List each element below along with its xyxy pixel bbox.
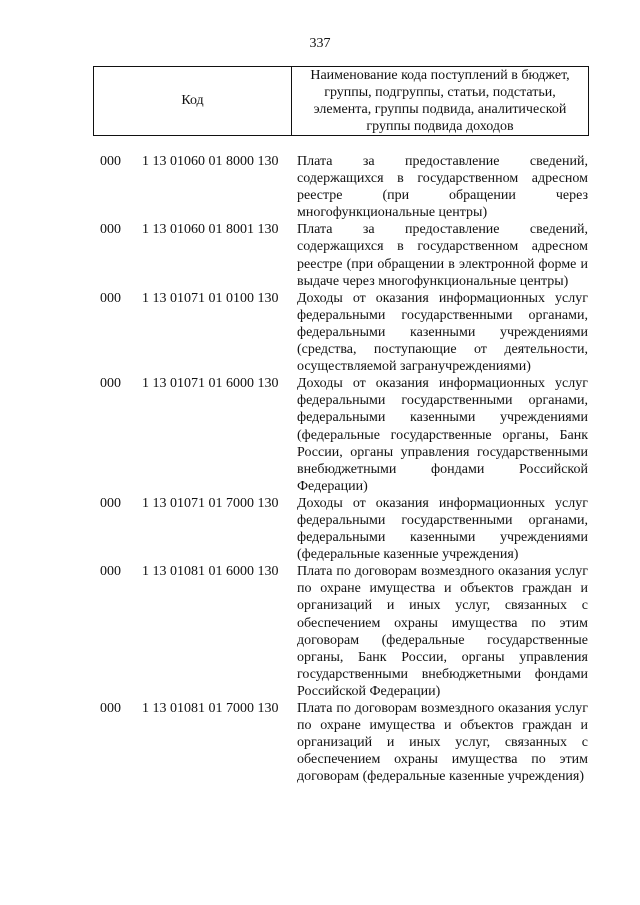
page-number: 337 <box>309 36 331 51</box>
admin-code: 000 <box>100 701 121 716</box>
table-row <box>0 375 640 495</box>
admin-code: 000 <box>100 376 121 392</box>
revenue-name: Плата по договорам возмездного оказания услуг по охране имущества и объектов граждан и организаций и иных услуг, связанных с обеспечением охраны имущества по этим договорам (федеральные государственные органы, Банк России, органы управления государственными внебюджетными фондами Российской Федерации) <box>297 564 588 699</box>
revenue-name: Доходы от оказания информационных услуг федеральными государственными органами, федеральными казенными учреждениями (средства, поступающие от деятельности, осуществляемой загранучреждениями) <box>297 290 588 375</box>
revenue-code: 1 13 01071 01 0100 130 <box>142 290 279 306</box>
table-row <box>0 153 640 221</box>
revenue-name: Плата за предоставление сведений, содержащихся в государственном адресном реестре (при обращении через многофункциональные центры) <box>297 154 588 221</box>
table-row <box>0 290 640 375</box>
revenue-code: 1 13 01060 01 8001 130 <box>142 222 279 238</box>
revenue-name: Плата по договорам возмездного оказания услуг по охране имущества и объектов граждан и организаций и иных услуг, связанных с обеспечением охраны имущества по этим договорам (федеральные казенные учреждения) <box>297 701 588 785</box>
admin-code: 000 <box>100 564 121 580</box>
header-code-cell: Код <box>94 67 292 135</box>
header-name-cell: Наименование кода поступлений в бюджет, группы, подгруппы, статьи, подстатьи, элемента, группы подвида, аналитической группы подвида доходов <box>310 68 570 134</box>
revenue-name: Плата за предоставление сведений, содержащихся в государственном адресном реестре (при обращении в электронной форме и выдаче через многофункциональные центры) <box>297 222 588 289</box>
revenue-code: 1 13 01081 01 6000 130 <box>142 564 279 580</box>
revenue-code: 1 13 01071 01 6000 130 <box>142 376 279 392</box>
revenue-code: 1 13 01081 01 7000 130 <box>142 701 279 716</box>
admin-code: 000 <box>100 290 121 306</box>
table-row <box>0 700 640 785</box>
table-row <box>0 563 640 700</box>
admin-code: 000 <box>100 154 121 169</box>
revenue-code: 1 13 01071 01 7000 130 <box>142 495 279 511</box>
revenue-name: Доходы от оказания информационных услуг федеральными государственными органами, федеральными казенными учреждениями (федеральные государственные органы, Банк России, органы управления государственными внебюджетными фондами Российской Федерации) <box>297 376 588 494</box>
table-row <box>0 221 640 289</box>
table-body <box>0 153 640 785</box>
revenue-code: 1 13 01060 01 8000 130 <box>142 154 279 169</box>
table-header <box>93 66 589 136</box>
revenue-name: Доходы от оказания информационных услуг федеральными государственными органами, федеральными казенными учреждениями (федеральные казенные учреждения) <box>297 495 588 563</box>
table-row <box>0 495 640 563</box>
admin-code: 000 <box>100 222 121 238</box>
admin-code: 000 <box>100 495 121 511</box>
